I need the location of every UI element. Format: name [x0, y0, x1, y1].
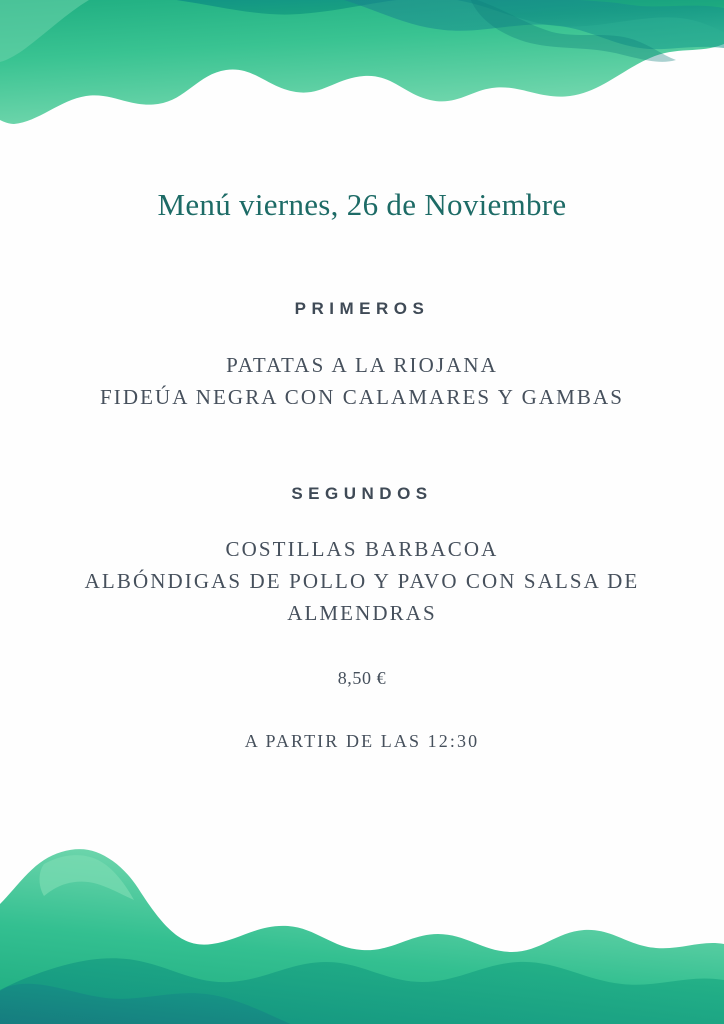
page-title: Menú viernes, 26 de Noviembre [157, 187, 567, 222]
section-segundos [82, 484, 642, 630]
list-item: FIDEÚA NEGRA CON CALAMARES Y GAMBAS [99, 384, 625, 409]
list-item: PATATAS A LA RIOJANA [226, 352, 498, 377]
section-heading-segundos: SEGUNDOS [291, 483, 433, 503]
dish-list-primeros [82, 350, 642, 414]
service-time: A PARTIR DE LAS 12:30 [244, 731, 480, 752]
list-item: ALBÓNDIGAS DE POLLO Y PAVO CON SALSA DE ALMENDRAS [84, 568, 640, 625]
section-primeros [82, 299, 642, 414]
list-item: COSTILLAS BARBACOA [225, 536, 499, 561]
menu-price: 8,50 € [337, 668, 387, 689]
section-heading-primeros: PRIMEROS [294, 298, 430, 318]
dish-list-segundos [82, 534, 642, 630]
